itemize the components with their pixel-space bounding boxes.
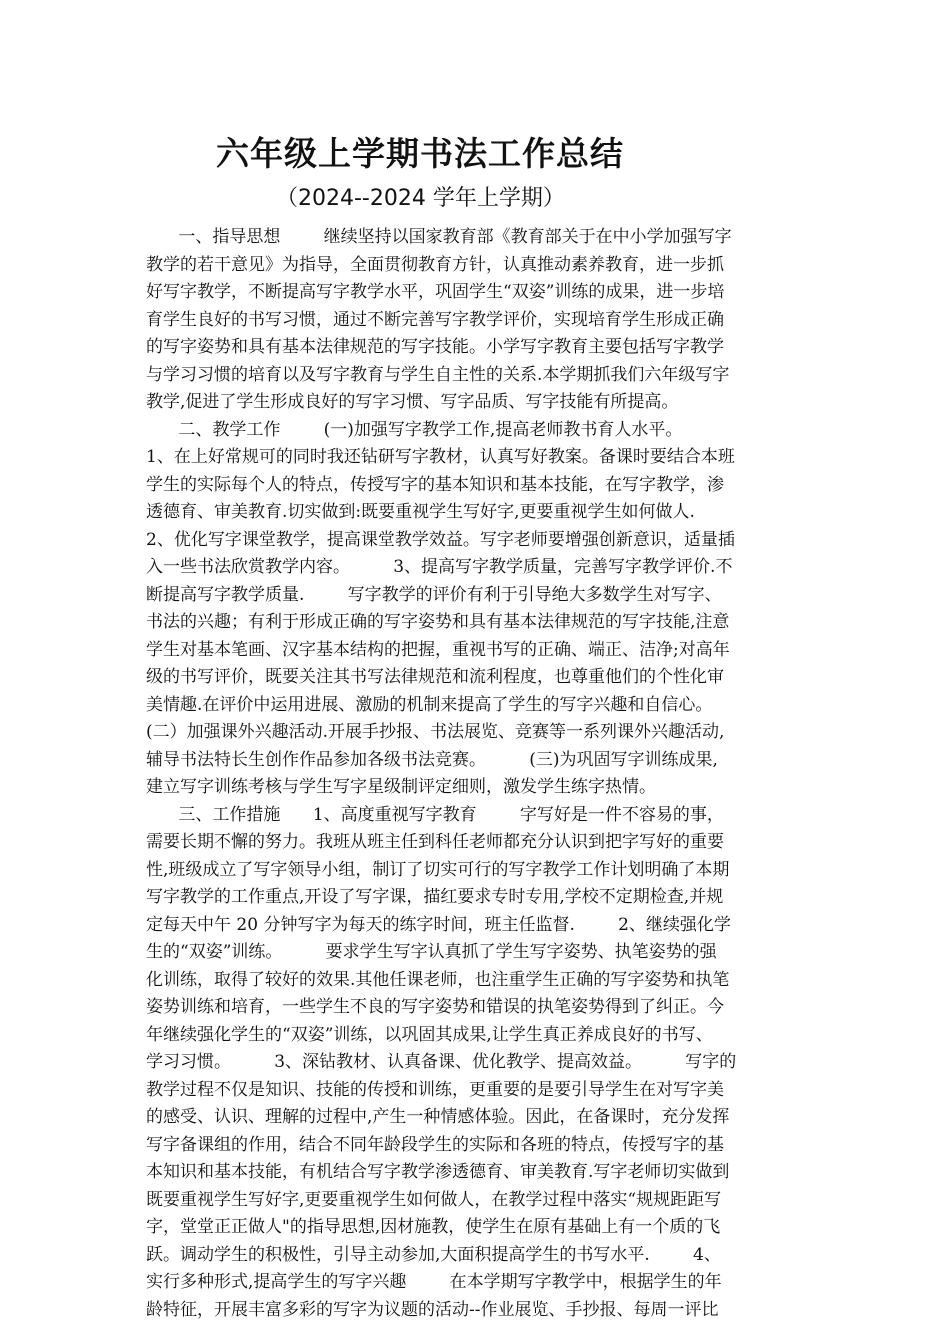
body-text-line: 化训练，取得了较好的效果.其他任课老师，也注重学生正确的写字姿势和执笔 — [146, 969, 730, 990]
body-text-line: 龄特征，开展丰富多彩的写字为议题的活动--作业展览、手抄报、每周一评比 — [146, 1299, 719, 1320]
body-text-line: 透德育、审美教育.切实做到:既要重视学生写好字,更要重视学生如何做人. — [146, 502, 695, 522]
body-text-line: 写字教学的工作重点,开设了写字课，描红要求专时专用,学校不定期检查,并规 — [146, 887, 724, 907]
body-text-line: 学生的实际每个人的特点，传授写字的基本知识和基本技能，在写字教学，渗 — [146, 474, 724, 495]
body-text-line: 既要重视学生写好字,更要重视学生如何做人，在教学过程中落实“规规距距写 — [146, 1189, 722, 1210]
body-text-line: 好写字教学，不断提高写字教学水平，巩固学生“双姿”训练的成果，进一步培 — [146, 282, 725, 302]
page-subtitle: （2024--2024 学年上学期） — [276, 186, 565, 211]
body-text-line: 书法的兴趣；有利于形成正确的写字姿势和具有基本法律规范的写字技能,注意 — [146, 612, 730, 632]
body-text-line: 生的“双姿”训练。 要求学生写字认真抓了学生写字姿势、执笔姿势的强 — [146, 942, 717, 962]
body-text-line: 的感受、认识、理解的过程中,产生一种情感体验。因此，在备课时，充分发挥 — [146, 1107, 730, 1127]
body-text-line: 学生对基本笔画、汉字基本结构的把握，重视书写的正确、端正、洁净;对高年 — [146, 639, 730, 660]
body-text-line: 2、优化写字课堂教学，提高课堂教学效益。写字老师要增强创新意识，适量插 — [146, 529, 735, 550]
body-text-line: 三、工作措施 1、高度重视写字教育 字写好是一件不容易的事， — [146, 804, 724, 825]
body-text-line: 写字备课组的作用，结合不同年龄段学生的实际和各班的特点，传授写字的基 — [146, 1134, 724, 1155]
body-text-line: 一、指导思想 继续坚持以国家教育部《教育部关于在中小学加强写字 — [146, 227, 732, 247]
body-text-line: 教学的若干意见》为指导，全面贯彻教育方针，认真推动素养教育，进一步抓 — [146, 254, 724, 275]
document-body — [146, 224, 826, 1324]
body-text-line: 断提高写字教学质量. 写字教学的评价有利于引导绝大多数学生对写字、 — [146, 584, 722, 605]
body-text-line: 学习习惯。 3、深钻教材、认真备课、优化教学、提高效益。 写字的 — [146, 1052, 737, 1072]
body-text-line: (二）加强课外兴趣活动.开展手抄报、书法展览、竞赛等一系列课外兴趣活动, — [146, 722, 725, 742]
body-text-line: 美情趣.在评价中运用进展、激励的机制来提高了学生的写字兴趣和自信心。 — [146, 694, 713, 715]
body-text-line: 年继续强化学生的“双姿”训练，以巩固其成果,让学生真正养成良好的书写、 — [146, 1024, 713, 1045]
body-text-line: 需要长期不懈的努力。我班从班主任到科任老师都充分认识到把字写好的重要 — [146, 832, 724, 852]
body-text-line: 教学过程不仅是知识、技能的传授和训练，更重要的是要引导学生在对写字美 — [146, 1079, 724, 1100]
body-text-line: 级的书写评价，既要关注其书写法律规范和流利程度，也尊重他们的个性化审 — [146, 667, 724, 687]
body-text-line: 字，堂堂正正做人"的指导思想,因材施教，使学生在原有基础上有一个质的飞 — [146, 1217, 721, 1237]
body-text-line: 建立写字训练考核与学生写字星级制评定细则，激发学生练字热情。 — [146, 777, 656, 797]
page-title: 六年级上学期书法工作总结 — [216, 134, 624, 173]
body-text-line: 的写字姿势和具有基本法律规范的写字技能。小学写字教育主要包括写字教学 — [146, 337, 724, 357]
body-text-line: 入一些书法欣赏教学内容。 3、提高写字教学质量，完善写字教学评价.不 — [146, 557, 733, 577]
body-text-line: 跃。调动学生的积极性，引导主动参加,大面积提高学生的书写水平. 4、 — [146, 1244, 721, 1265]
body-text-line: 本知识和基本技能，有机结合写字教学渗透德育、审美教育.写字老师切实做到 — [146, 1162, 730, 1182]
body-text-line: 1、在上好常规可的同时我还钻研写字教材，认真写好教案。备课时要结合本班 — [146, 447, 735, 467]
body-text-line: 实行多种形式,提高学生的写字兴趣 在本学期写字教学中，根据学生的年 — [146, 1272, 722, 1292]
body-text-line: 姿势训练和培育，一些学生不良的写字姿势和错误的执笔姿势得到了纠正。今 — [146, 997, 724, 1017]
body-text-line: 辅导书法特长生创作作品参加各级书法竞赛。 (三)为巩固写字训练成果, — [146, 749, 718, 770]
body-text-line: 定每天中午 20 分钟写字为每天的练字时间，班主任监督. 2、继续强化学 — [146, 914, 731, 935]
body-text-line: 与学习习惯的培育以及写字教育与学生自主性的关系.本学期抓我们六年级写字 — [146, 364, 730, 385]
body-text-line: 性,班级成立了写字领导小组，制订了切实可行的写字教学工作计划明确了本期 — [146, 859, 730, 880]
body-text-line: 二、教学工作 (一)加强写字教学工作,提高老师教书育人水平。 — [146, 419, 683, 440]
body-text-line: 育学生良好的书写习惯，通过不断完善写字教学评价，实现培育学生形成正确 — [146, 309, 724, 330]
body-text-line: 教学,促进了学生形成良好的写字习惯、写字品质、写字技能有所提高。 — [146, 392, 679, 412]
